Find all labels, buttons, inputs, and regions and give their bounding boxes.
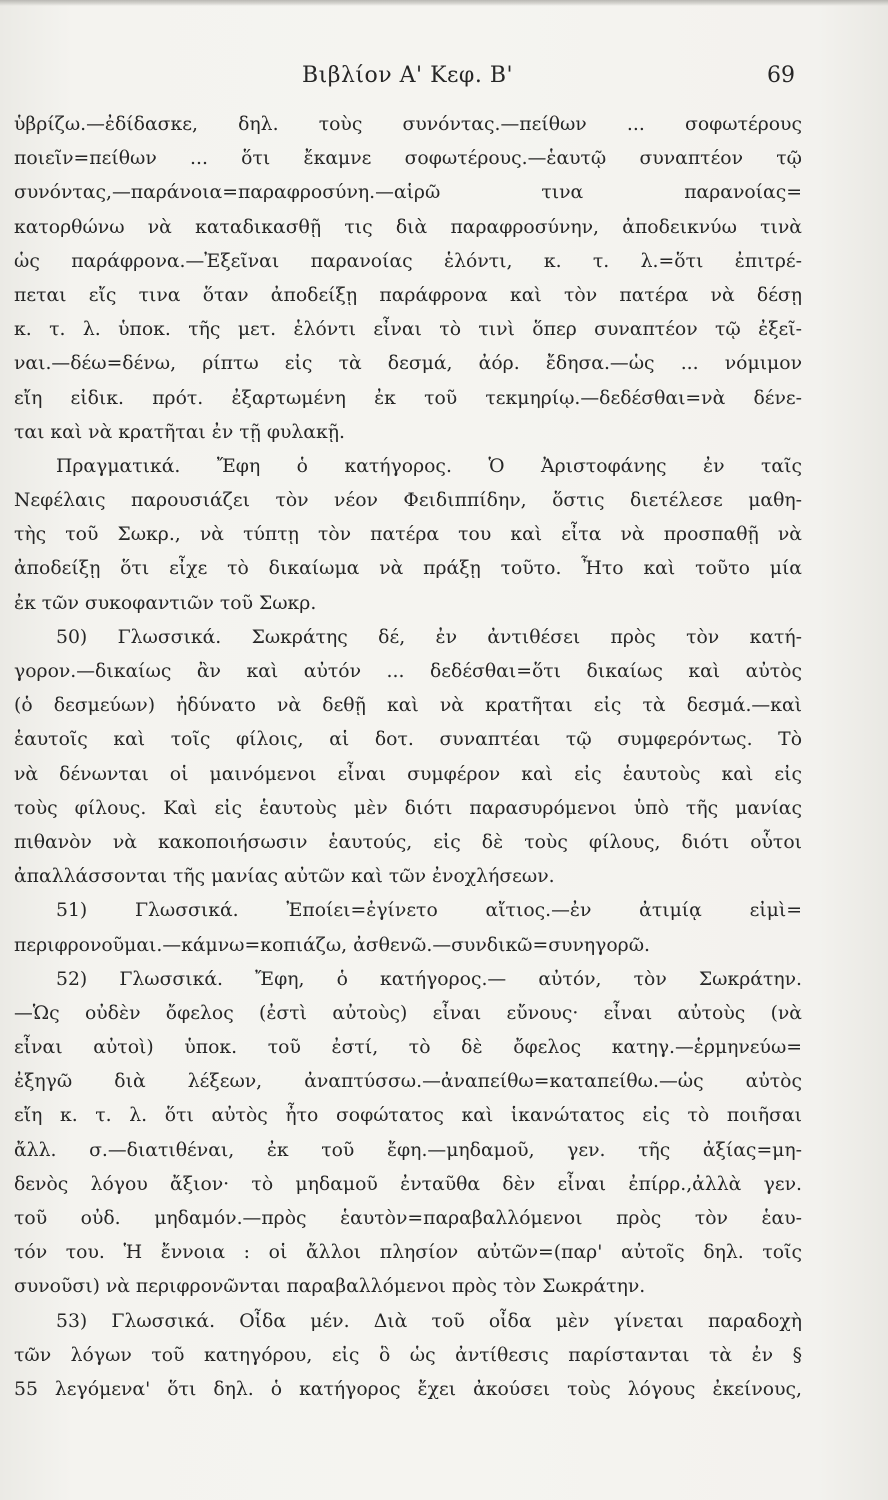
text-line: ἐξηγῶ διὰ λέξεων, ἀναπτύσσω.—ἀναπείθω=καταπείθω.—ὡς αὐτὸς bbox=[14, 1071, 802, 1093]
text-line: ναι.—δέω=δένω, ρίπτω εἰς τὰ δεσμά, ἀόρ. ἔδησα.—ὡς ... νόμιμον bbox=[14, 353, 802, 375]
text-line: 51) Γλωσσικά. Ἐποίει=ἐγίνετο αἴτιος.—ἐν ἀτιμίᾳ εἰμὶ= bbox=[56, 900, 802, 922]
text-line: νὰ δένωνται οἱ μαινόμενοι εἶναι συμφέρον καὶ εἰς ἑαυτοὺς καὶ εἰς bbox=[14, 763, 802, 785]
text-line: ὡς παράφρονα.—Ἐξεῖναι παρανοίας ἑλόντι, κ. τ. λ.=ὅτι ἐπιτρέ- bbox=[14, 250, 802, 272]
text-line: εἴη εἰδικ. πρότ. ἐξαρτωμένη ἐκ τοῦ τεκμηρίῳ.—δεδέσθαι=νὰ δένε- bbox=[14, 387, 802, 409]
text-line: τόν του. Ἡ ἔννοια : οἱ ἄλλοι πλησίον αὐτῶν=(παρ' αὐτοῖς δηλ. τοῖς bbox=[14, 1242, 802, 1264]
text-line: εἶναι αὐτοὶ) ὑποκ. τοῦ ἐστί, τὸ δὲ ὄφελος κατηγ.—ἑρμηνεύω= bbox=[14, 1037, 802, 1059]
text-line: ται καὶ νὰ κρατῆται ἐν τῇ φυλακῇ. bbox=[14, 421, 345, 443]
text-line: ἑαυτοῖς καὶ τοῖς φίλοις, αἱ δοτ. συναπτέαι τῷ συμφερόντως. Τὸ bbox=[14, 729, 802, 751]
page-number: 69 bbox=[767, 63, 795, 88]
text-line: συνόντας,—παράνοια=παραφροσύνη.—αἱρῶ τινα παρανοίας= bbox=[14, 182, 802, 204]
text-line: δενὸς λόγου ἄξιον· τὸ μηδαμοῦ ἐνταῦθα δὲν εἶναι ἐπίρρ.,ἀλλὰ γεν. bbox=[14, 1173, 802, 1195]
text-line: —Ὡς οὐδὲν ὄφελος (ἐστὶ αὐτοὺς) εἶναι εὔνους· εἶναι αὐτοὺς (νὰ bbox=[14, 1002, 802, 1024]
text-line: γορον.—δικαίως ἂν καὶ αὐτόν ... δεδέσθαι=ὅτι δικαίως καὶ αὐτὸς bbox=[14, 661, 802, 682]
text-line: τοῦ οὐδ. μηδαμόν.—πρὸς ἑαυτὸν=παραβαλλόμενοι πρὸς τὸν ἑαυ- bbox=[14, 1208, 802, 1229]
running-title: Βιβλίον Α' Κεφ. Β' bbox=[301, 63, 514, 88]
text-line: 53) Γλωσσικά. Οἶδα μέν. Διὰ τοῦ οἶδα μὲν γίνεται παραδοχὴ bbox=[56, 1310, 802, 1332]
text-line: ποιεῖν=πείθων ... ὅτι ἔκαμνε σοφωτέρους.—ἑαυτῷ συναπτέον τῷ bbox=[14, 148, 802, 170]
body-text bbox=[14, 108, 802, 1407]
text-line: ἐκ τῶν συκοφαντιῶν τοῦ Σωκρ. bbox=[14, 592, 317, 614]
text-line: ἄλλ. σ.—διατιθέναι, ἐκ τοῦ ἔφη.—μηδαμοῦ, γεν. τῆς ἀξίας=μη- bbox=[14, 1139, 802, 1161]
text-line: Πραγματικά. Ἔφη ὁ κατήγορος. Ὁ Ἀριστοφάνης ἐν ταῖς bbox=[56, 455, 802, 477]
text-line: τῶν λόγων τοῦ κατηγόρου, εἰς ὃ ὡς ἀντίθεσις παρίστανται τὰ ἐν § bbox=[14, 1344, 802, 1366]
text-line: τοὺς φίλους. Καὶ εἰς ἑαυτοὺς μὲν διότι παρασυρόμενοι ὑπὸ τῆς μανίας bbox=[14, 797, 802, 819]
text-line: ἀπαλλάσσονται τῆς μανίας αὐτῶν καὶ τῶν ἐνοχλήσεων. bbox=[14, 866, 555, 888]
text-line: πιθανὸν νὰ κακοποιήσωσιν ἑαυτούς, εἰς δὲ τοὺς φίλους, διότι οὗτοι bbox=[14, 831, 802, 853]
text-line: τὴς τοῦ Σωκρ., νὰ τύπτῃ τὸν πατέρα του καὶ εἶτα νὰ προσπαθῇ νὰ bbox=[14, 524, 802, 546]
text-line: εἴη κ. τ. λ. ὅτι αὐτὸς ἦτο σοφώτατος καὶ ἱκανώτατος εἰς τὸ ποιῆσαι bbox=[14, 1105, 802, 1127]
page-header bbox=[20, 58, 795, 94]
text-line: συνοῦσι) νὰ περιφρονῶνται παραβαλλόμενοι πρὸς τὸν Σωκράτην. bbox=[14, 1276, 646, 1298]
text-line: ὑβρίζω.—ἐδίδασκε, δηλ. τοὺς συνόντας.—πείθων ... σοφωτέρους bbox=[14, 114, 802, 135]
text-line: (ὁ δεσμεύων) ἠδύνατο νὰ δεθῇ καὶ νὰ κρατῆται εἰς τὰ δεσμά.—καὶ bbox=[14, 695, 802, 717]
text-line: 52) Γλωσσικά. Ἔφη, ὁ κατήγορος.— αὐτόν, τὸν Σωκράτην. bbox=[56, 968, 802, 990]
text-line: ἀποδείξῃ ὅτι εἶχε τὸ δικαίωμα νὰ πράξῃ τοῦτο. Ἦτο καὶ τοῦτο μία bbox=[14, 558, 802, 580]
text-line: 50) Γλωσσικά. Σωκράτης δέ, ἐν ἀντιθέσει πρὸς τὸν κατή- bbox=[56, 626, 802, 648]
text-line: Νεφέλαις παρουσιάζει τὸν νέον Φειδιππίδην, ὅστις διετέλεσε μαθη- bbox=[14, 490, 802, 512]
text-line: κατορθώνω νὰ καταδικασθῇ τις διὰ παραφροσύνην, ἀποδεικνύω τινὰ bbox=[14, 216, 802, 238]
page-top-edge bbox=[0, 0, 888, 6]
text-line: κ. τ. λ. ὑποκ. τῆς μετ. ἑλόντι εἶναι τὸ τινὶ ὅπερ συναπτέον τῷ ἐξεῖ- bbox=[14, 319, 802, 341]
text-line: 55 λεγόμενα' ὅτι δηλ. ὁ κατήγορος ἔχει ἀκούσει τοὺς λόγους ἐκείνους, bbox=[14, 1378, 802, 1400]
text-line: πεται εἴς τινα ὅταν ἀποδείξῃ παράφρονα καὶ τὸν πατέρα νὰ δέσῃ bbox=[14, 284, 802, 306]
text-line: περιφρονοῦμαι.—κάμνω=κοπιάζω, ἀσθενῶ.—συνδικῶ=συνηγορῶ. bbox=[14, 934, 650, 956]
